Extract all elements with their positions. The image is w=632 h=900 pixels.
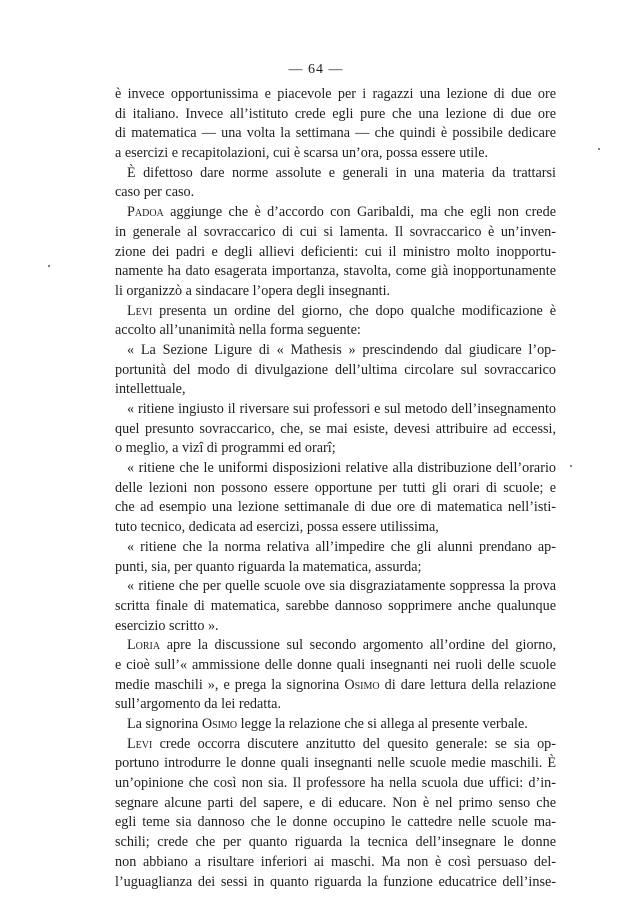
text-line bbox=[115, 656, 556, 676]
text-line bbox=[115, 558, 556, 578]
line-text: tuto tecnico, dedicata ad esercizi, possa essere utilissima, bbox=[115, 519, 439, 536]
line-text: schili; crede che per quanto riguarda la tecnica dell’insegnare le donne bbox=[115, 834, 556, 851]
speaker-name: Osimo bbox=[344, 676, 380, 693]
page-number: — 64 — bbox=[288, 62, 344, 77]
text-line bbox=[115, 262, 556, 282]
line-text: quel presunto sovraccarico, che, se mai esiste, devesi attribuire ad eccessi, bbox=[115, 420, 556, 437]
line-text: accolto all’unanimità nella forma seguente: bbox=[115, 322, 361, 339]
line-text: « ritiene che la norma relativa all’impedire che gli alunni prendano ap- bbox=[127, 538, 556, 555]
line-text: « La Sezione Ligure di « Mathesis » prescindendo dal giudicare l’op- bbox=[127, 341, 556, 358]
line-text: segnare alcune parti del sapere, e di educare. Non è nel primo senso che bbox=[115, 794, 556, 811]
text-line bbox=[115, 853, 556, 873]
line-text: namente ha dato esagerata importanza, stavolta, come già inopportunamente bbox=[115, 263, 556, 280]
line-text: legge la relazione che si allega al presente verbale. bbox=[237, 716, 528, 732]
text-line bbox=[115, 282, 556, 302]
line-text: aggiunge che è d’accordo con Garibaldi, ma che egli non crede bbox=[163, 204, 556, 221]
line-text: « ritiene che per quelle scuole ove sia disgraziatamente soppressa la prova bbox=[127, 578, 556, 595]
scan-speck bbox=[598, 148, 600, 150]
line-text: di dare lettura della relazione bbox=[379, 676, 556, 693]
speaker-name: Padoa bbox=[127, 204, 164, 221]
line-text: egli teme sia dannoso che le donne occupino le cattedre nelle scuole ma- bbox=[115, 814, 556, 831]
line-text: che ad esempio una lezione settimanale di due ore di matematica nell’isti- bbox=[115, 499, 556, 516]
line-text: in generale al sovraccarico di cui si lamenta. Il sovraccarico è un’inven- bbox=[115, 223, 556, 240]
line-text: esercizio scritto ». bbox=[115, 617, 219, 634]
line-text: scritta finale di matematica, sarebbe dannoso sopprimere anche qualunque bbox=[115, 597, 556, 614]
line-text: sull’argomento da lei redatta. bbox=[115, 696, 281, 713]
line-text: « ritiene ingiusto il riversare sui professori e sul metodo dell’insegnamento bbox=[127, 401, 556, 417]
text-line bbox=[115, 243, 556, 263]
text-line bbox=[115, 183, 556, 203]
line-text: li organizzò a sindacare l’opera degli insegnanti. bbox=[115, 282, 391, 299]
text-line bbox=[115, 124, 556, 144]
text-line bbox=[115, 164, 556, 184]
text-line bbox=[115, 754, 556, 774]
scan-speck bbox=[570, 465, 572, 467]
text-line bbox=[115, 695, 556, 715]
text-line bbox=[115, 400, 556, 420]
text-line bbox=[115, 85, 556, 105]
text-line bbox=[115, 144, 556, 164]
text-line bbox=[115, 223, 556, 243]
speaker-name: Loria bbox=[127, 637, 161, 654]
text-line bbox=[115, 321, 556, 341]
text-line bbox=[115, 617, 556, 637]
text-line bbox=[115, 518, 556, 538]
speaker-name: Osimo bbox=[201, 716, 238, 732]
text-line bbox=[115, 341, 556, 361]
text-line bbox=[115, 203, 556, 223]
line-text: a esercizi e recapitolazioni, cui è scarsa un’ora, possa essere utile. bbox=[115, 145, 489, 162]
line-text: È difettoso dare norme assolute e generali in una materia da trattarsi bbox=[127, 164, 556, 181]
line-text: di italiano. Invece all’istituto crede egli pure che una lezione di due ore bbox=[115, 105, 556, 122]
text-line bbox=[115, 420, 556, 440]
line-text: zione dei padri e degli allievi deficienti: cui il ministro molto inopportu- bbox=[115, 243, 556, 260]
text-line bbox=[115, 459, 556, 479]
speaker-name: Levi bbox=[127, 302, 153, 319]
line-text: portunità del modo di divulgazione dell’ultima circolare sul sovraccarico bbox=[115, 361, 556, 378]
line-text: crede occorra discutere anzitutto del quesito generale: se sia op- bbox=[152, 735, 556, 752]
text-line bbox=[115, 873, 556, 893]
text-line bbox=[115, 498, 556, 518]
text-line bbox=[115, 380, 556, 400]
line-text: non abbiano a risultare inferiori ai maschi. Ma non è così persuaso del- bbox=[115, 853, 556, 870]
text-line bbox=[115, 813, 556, 833]
text-line bbox=[115, 794, 556, 814]
text-line bbox=[115, 479, 556, 499]
line-text: punti, sia, per quanto riguarda la matematica, assurda; bbox=[115, 558, 422, 575]
line-text: presenta un ordine del giorno, che dopo qualche modificazione è bbox=[152, 302, 556, 319]
speaker-name: Levi bbox=[127, 735, 153, 752]
text-line bbox=[115, 105, 556, 125]
line-text: e cioè sull’« ammissione delle donne quali insegnanti nei ruoli delle scuole bbox=[115, 656, 556, 673]
text-line bbox=[115, 302, 556, 322]
line-text: l’uguaglianza dei sessi in quanto riguarda la funzione educatrice dell’inse- bbox=[115, 873, 556, 890]
text-line bbox=[115, 735, 556, 755]
text-line bbox=[115, 715, 556, 735]
line-text: portuno introdurre le donne quali insegnanti nelle scuole medie maschili. È bbox=[115, 755, 556, 772]
line-text: è invece opportunissima e piacevole per i ragazzi una lezione di due ore bbox=[115, 86, 556, 102]
text-line bbox=[115, 439, 556, 459]
line-text: di matematica — una volta la settimana — che quindi è possibile dedicare bbox=[115, 125, 556, 142]
line-text: medie maschili », e prega la signorina bbox=[115, 676, 345, 693]
text-line bbox=[115, 833, 556, 853]
text-line bbox=[115, 774, 556, 794]
text-line bbox=[115, 577, 556, 597]
text-line bbox=[115, 676, 556, 696]
text-line bbox=[115, 597, 556, 617]
body-text bbox=[115, 85, 556, 892]
text-line bbox=[115, 538, 556, 558]
text-line bbox=[115, 636, 556, 656]
line-text: delle lezioni non possono essere opportune per tutti gli orari di scuole; e bbox=[115, 479, 556, 496]
line-text: La signorina bbox=[127, 716, 202, 732]
line-text: o meglio, a vizî di programmi ed orarî; bbox=[115, 440, 336, 457]
line-text: « ritiene che le uniformi disposizioni relative alla distribuzione dell’orario bbox=[127, 460, 556, 477]
line-text: un’opinione che così non sia. Il professore ha nella scuola due uffici: d’in- bbox=[115, 775, 556, 792]
line-text: caso per caso. bbox=[115, 184, 195, 201]
text-line bbox=[115, 361, 556, 381]
line-text: intellettuale, bbox=[115, 381, 186, 398]
line-text: apre la discussione sul secondo argomento all’ordine del giorno, bbox=[160, 637, 556, 654]
scan-speck bbox=[48, 265, 50, 267]
